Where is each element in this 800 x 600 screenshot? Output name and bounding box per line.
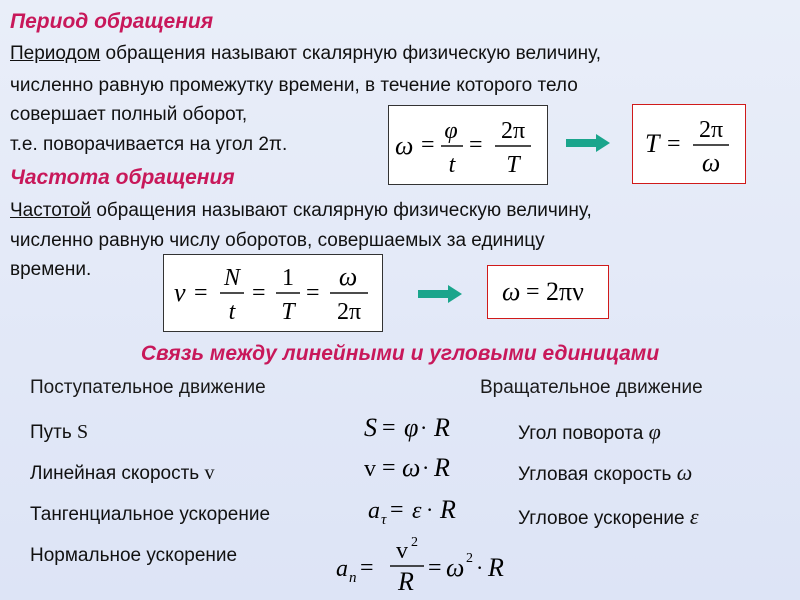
svg-text:=: = <box>667 131 681 157</box>
frequency-definition-line3 <box>10 256 91 284</box>
svg-text:=: = <box>382 415 396 441</box>
one-num: 1 <box>282 265 294 291</box>
formula-path <box>360 408 470 444</box>
arrow-right-icon <box>566 132 610 154</box>
svg-text:S: S <box>364 413 377 442</box>
period-definition-line4: т.е. поворачивается на угол 2π. <box>10 134 288 155</box>
period-definition-line2: численно равную промежутку времени, в течение которого тело <box>10 75 578 96</box>
svg-text:φ: φ <box>404 413 419 442</box>
formula-tangential <box>364 492 474 532</box>
formula-period <box>632 104 746 184</box>
svg-text:=: = <box>194 280 208 306</box>
section-frequency-heading: Частота обращения <box>10 166 235 189</box>
svg-text:R: R <box>434 413 450 442</box>
arrow-right-icon <box>418 283 462 305</box>
formula-omega-definition <box>388 105 548 185</box>
period-definition-line1 <box>10 40 790 68</box>
phi-num: φ <box>444 118 458 144</box>
twopi-num: 2π <box>698 117 724 143</box>
t-den: t <box>448 152 456 178</box>
T-den: T <box>506 152 520 178</box>
eq-sign: = <box>469 132 483 158</box>
svg-text:R: R <box>488 553 504 582</box>
row-angle-label: Угол поворота φ <box>518 419 661 444</box>
formula-frequency-definition <box>163 254 383 332</box>
omega-lhs: ω <box>502 277 521 306</box>
svg-text:=: = <box>382 455 396 481</box>
t-den: t <box>228 299 236 325</box>
svg-text:R: R <box>398 567 414 596</box>
svg-text:R: R <box>434 453 450 482</box>
frequency-definition-line2: численно равную числу оборотов, совершаемых за единицу <box>10 230 545 251</box>
svg-text:·: · <box>476 555 484 580</box>
svg-text:a: a <box>336 556 348 582</box>
frequency-definition-line1 <box>10 197 790 225</box>
svg-text:·: · <box>420 415 428 440</box>
svg-text:R: R <box>440 495 456 524</box>
svg-text:=: = <box>526 279 540 305</box>
svg-text:a: a <box>368 498 380 524</box>
formula-omega-nu <box>487 265 609 319</box>
period-line1-rest: обращения называют скалярную физическую величину, <box>100 43 602 64</box>
frequency-line1-rest: обращения называют скалярную физическую величину, <box>91 200 592 221</box>
nu-lhs: ν <box>174 278 186 307</box>
svg-text:·: · <box>422 455 430 480</box>
T-lhs: T <box>645 129 660 158</box>
twopi-num: 2π <box>500 118 526 144</box>
row-speed-label: Линейная скорость v <box>30 462 215 484</box>
svg-text:=: = <box>360 555 374 581</box>
frequency-term: Частотой <box>10 200 92 221</box>
period-term: Периодом <box>10 43 101 64</box>
eq-sign: = <box>421 132 435 158</box>
twopinu-rhs: 2πν <box>546 277 584 306</box>
rotational-motion-header: Вращательное движение <box>480 377 703 398</box>
section-relation-heading: Связь между линейными и угловыми единицами <box>140 342 660 365</box>
svg-text:ε: ε <box>412 498 422 524</box>
svg-text:=: = <box>252 280 266 306</box>
svg-text:v: v <box>396 538 408 564</box>
formula-normal <box>334 532 514 596</box>
twopi-den: 2π <box>336 299 362 325</box>
omega-lhs: ω <box>395 131 414 160</box>
svg-text:ω: ω <box>446 553 465 582</box>
formula-speed <box>360 450 470 486</box>
svg-text:n: n <box>349 570 357 586</box>
svg-text:·: · <box>426 497 434 522</box>
svg-text:=: = <box>390 497 404 523</box>
svg-text:=: = <box>306 280 320 306</box>
row-normal-label: Нормальное ускорение <box>30 545 238 566</box>
translational-motion-header: Поступательное движение <box>30 377 266 398</box>
period-definition-line3: совершает полный оборот, <box>10 104 248 125</box>
svg-text:2: 2 <box>466 551 473 566</box>
row-angular-speed-label: Угловая скорость ω <box>518 460 693 485</box>
svg-text:ω: ω <box>402 453 421 482</box>
svg-text:τ: τ <box>381 512 387 528</box>
frequency-line3-text: времени. <box>10 259 92 280</box>
svg-text:2: 2 <box>411 535 418 550</box>
row-tangential-label: Тангенциальное ускорение <box>30 504 271 525</box>
N-num: N <box>223 265 241 291</box>
section-period-heading: Период обращения <box>10 10 214 33</box>
svg-text:=: = <box>428 555 442 581</box>
svg-text:v: v <box>364 456 376 482</box>
omega-den: ω <box>701 148 721 177</box>
omega-num: ω <box>338 262 358 291</box>
row-angular-accel-label: Угловое ускорение ε <box>518 504 699 529</box>
T-den: T <box>281 299 295 325</box>
row-path-label: Путь S <box>30 421 89 443</box>
